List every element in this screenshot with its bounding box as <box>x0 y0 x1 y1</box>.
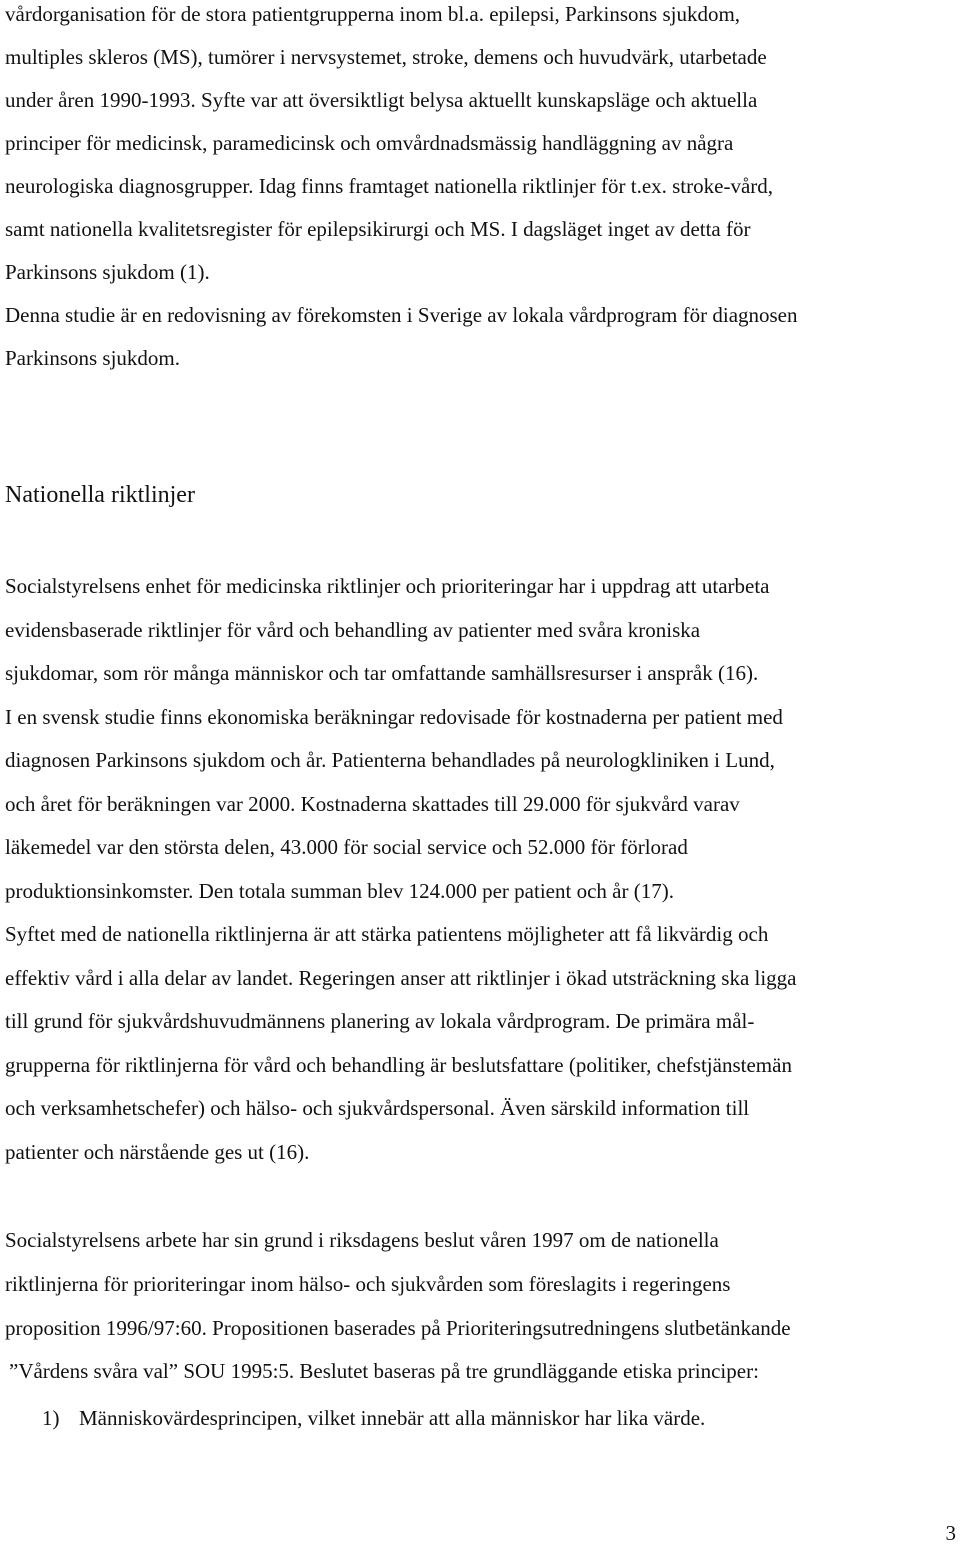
body-line-5: diagnosen Parkinsons sjukdom och år. Patienterna behandlades på neurologkliniken i Lund, <box>5 748 775 772</box>
intro-line-1: vårdorganisation för de stora patientgrupperna inom bl.a. epilepsi, Parkinsons sjukdom, <box>5 2 741 26</box>
body-line-11: till grund för sjukvårdshuvudmännens planering av lokala vårdprogram. De primära mål- <box>5 1009 755 1033</box>
body-line-12: grupperna för riktlinjerna för vård och behandling är beslutsfattare (politiker, chefstjänstemän <box>5 1053 792 1077</box>
closing-line-4: ”Vårdens svåra val” SOU 1995:5. Beslutet baseras på tre grundläggande etiska principer: <box>9 1359 759 1383</box>
intro-line-2: multiples skleros (MS), tumörer i nervsystemet, stroke, demens och huvudvärk, utarbetade <box>5 45 767 69</box>
list-item-number: 1) <box>42 1406 60 1430</box>
body-line-6: och året för beräkningen var 2000. Kostnaderna skattades till 29.000 för sjukvård varav <box>5 792 740 816</box>
body-line-14: patienter och närstående ges ut (16). <box>5 1140 310 1164</box>
body-line-3: sjukdomar, som rör många människor och tar omfattande samhällsresurser i anspråk (16). <box>5 661 759 685</box>
body-line-7: läkemedel var den största delen, 43.000 för social service och 52.000 för förlorad <box>5 835 688 859</box>
closing-line-3: proposition 1996/97:60. Propositionen baserades på Prioriteringsutredningens slutbetänkande <box>5 1316 791 1340</box>
section-heading: Nationella riktlinjer <box>5 482 195 508</box>
intro-line-6: samt nationella kvalitetsregister för epilepsikirurgi och MS. I dagsläget inget av detta för <box>5 217 751 241</box>
intro-line-4: principer för medicinsk, paramedicinsk och omvårdnadsmässig handläggning av några <box>5 131 734 155</box>
body-line-9: Syftet med de nationella riktlinjerna är att stärka patientens möjligheter att få likvärdig och <box>5 922 769 946</box>
body-line-13: och verksamhetschefer) och hälso- och sjukvårdspersonal. Även särskild information till <box>5 1096 750 1120</box>
body-line-8: produktionsinkomster. Den totala summan blev 124.000 per patient och år (17). <box>5 879 674 903</box>
body-line-2: evidensbaserade riktlinjer för vård och behandling av patienter med svåra kroniska <box>5 618 701 642</box>
intro-line-7: Parkinsons sjukdom (1). <box>5 260 210 284</box>
intro-line-9: Parkinsons sjukdom. <box>5 346 181 370</box>
body-line-4: I en svensk studie finns ekonomiska beräkningar redovisade för kostnaderna per patient med <box>5 705 783 729</box>
intro-line-8: Denna studie är en redovisning av förekomsten i Sverige av lokala vårdprogram för diagnosen <box>5 303 798 327</box>
body-line-10: effektiv vård i alla delar av landet. Regeringen anser att riktlinjer i ökad utsträckning ska ligga <box>5 966 797 990</box>
intro-line-3: under åren 1990-1993. Syfte var att översiktligt belysa aktuellt kunskapsläge och aktuella <box>5 88 758 112</box>
page-number: 3 <box>945 1521 956 1545</box>
body-line-1: Socialstyrelsens enhet för medicinska riktlinjer och prioriteringar har i uppdrag att utarbeta <box>5 574 770 598</box>
closing-line-1: Socialstyrelsens arbete har sin grund i riksdagens beslut våren 1997 om de nationella <box>5 1228 719 1252</box>
closing-line-2: riktlinjerna för prioriteringar inom hälso- och sjukvården som föreslagits i regeringens <box>5 1272 731 1296</box>
list-item-text: Människovärdesprincipen, vilket innebär att alla människor har lika värde. <box>79 1406 706 1430</box>
intro-line-5: neurologiska diagnosgrupper. Idag finns framtaget nationella riktlinjer för t.ex. stroke-vård, <box>5 174 774 198</box>
